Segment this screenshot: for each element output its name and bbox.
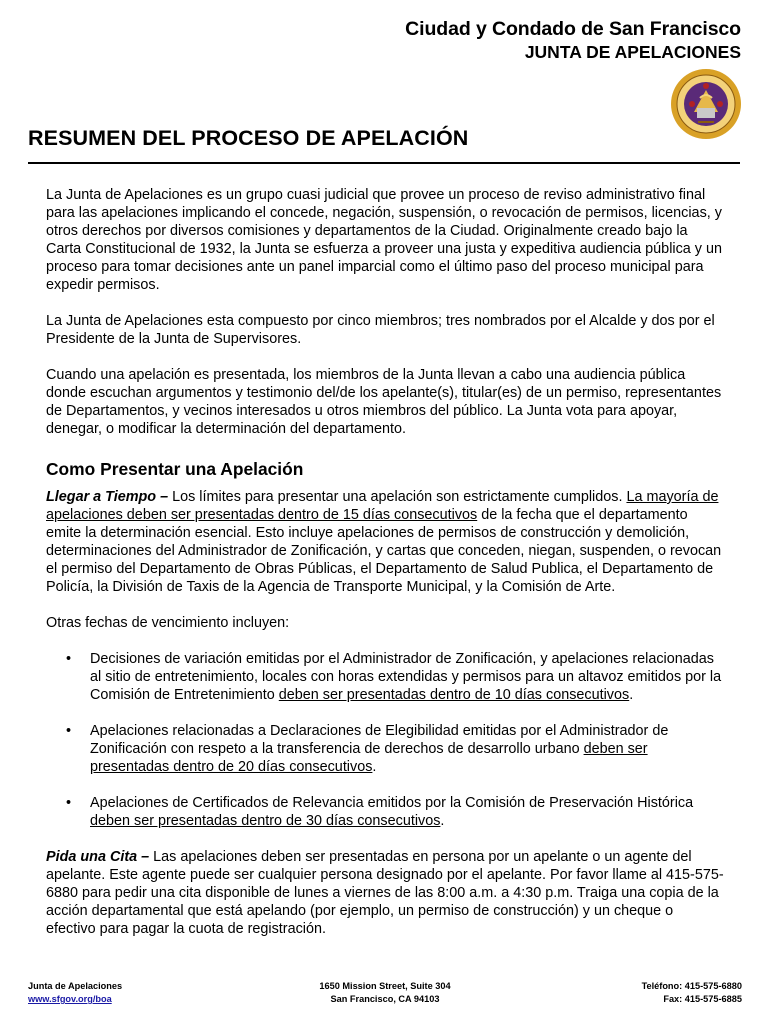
footer-address-line-2: San Francisco, CA 94103 [330, 994, 440, 1004]
time-limit-text-2: de la fecha que el departamento emite la determinación esencial. Esto incluye apelaciones de permisos de construcción y demolición, determinaciones del Administrador de Zonificación, y cartas que conceden, niegan, suspenden, o revocan el permiso del Departamento de Obras Públicas, el Departamento de Salud Publica, el Departamento de Policía, la División de Taxis de la Agencia de Transporte Municipal, y la Comisión de Arte. [46, 507, 722, 595]
appointment-text: Las apelaciones deben ser presentadas en persona por un apelante o un agente del apelante. Este agente puede ser cualquier persona designado por el apelante. Por favor llame al 415-575-6880 para pedir una cita disponible de lunes a viernes de las 8:00 a.m. a 4:30 p.m. Traiga una copia de la acción departamental que está apelando (por ejemplo, un permiso de construcción) y un cheque o efectivo para pagar la cuota de registración. [46, 849, 724, 937]
list-item [46, 722, 726, 776]
intro-paragraph-1: La Junta de Apelaciones es un grupo cuasi judicial que provee un proceso de reviso administrativo final para las apelaciones implicando el concede, negación, suspensión, o revocación de permisos, licencias, y otros derechos por diversos comisiones y departamentos de la Ciudad. Originalmente creado bajo la Carta Constitucional de 1932, la Junta se esfuerza a proveer una justa y expeditiva audiencia pública y un proceso para tomar decisiones ante un panel imparcial como el último paso del proceso municipal para expedir permisos. [46, 187, 722, 293]
time-limit-text-1: Los límites para presentar una apelación son estrictamente cumplidos. [168, 489, 627, 505]
website-link[interactable]: www.sfgov.org/boa [28, 994, 112, 1004]
header-dept: JUNTA DE APELACIONES [524, 42, 741, 62]
list-item-end: . [372, 759, 377, 775]
list-item-deadline: deben ser presentadas dentro de 10 días consecutivos [278, 687, 630, 703]
time-limit-paragraph [46, 488, 726, 596]
page-title: RESUMEN DEL PROCESO DE APELACIÓN [28, 126, 469, 150]
list-item-end: . [440, 813, 445, 829]
footer-center [290, 980, 480, 1006]
other-dates-paragraph: Otras fechas de vencimiento incluyen: [46, 615, 290, 631]
footer-phone: Teléfono: 415-575-6880 [641, 981, 742, 991]
footer-fax: Fax: 415-575-6885 [663, 994, 742, 1004]
section-heading: Como Presentar una Apelación [46, 459, 304, 479]
footer-address-line-1: 1650 Mission Street, Suite 304 [319, 981, 451, 991]
time-limit-lead: Llegar a Tiempo – [46, 489, 169, 505]
list-item-text: Apelaciones de Certificados de Relevancia emitidos por la Comisión de Preservación Histórica [90, 795, 694, 811]
intro-paragraph-3: Cuando una apelación es presentada, los miembros de la Junta llevan a cabo una audiencia pública donde escuchan argumentos y testimonio del/de los apelante(s), titular(es) de un permiso, representantes de Departamentos, y vecinos interesados u otros miembros del público. La Junta vota para apoyar, denegar, o modificar la determinación del departamento. [46, 367, 722, 437]
city-seal-icon [670, 68, 742, 140]
list-item-text: Decisiones de variación emitidas por el Administrador de Zonificación, y apelaciones relacionadas al sitio de entretenimiento, locales con horas extendidas y permisos para un altavoz emitidos por la Comisión de Entretenimiento [90, 651, 722, 703]
deadline-list [46, 650, 726, 830]
bullet-icon: • [66, 651, 72, 667]
list-item-end: . [629, 687, 634, 703]
document-body [46, 186, 726, 938]
intro-paragraph-2: La Junta de Apelaciones esta compuesto por cinco miembros; tres nombrados por el Alcalde y dos por el Presidente de la Junta de Supervisores. [46, 313, 715, 347]
appointment-paragraph [46, 848, 726, 938]
appointment-lead: Pida una Cita – [46, 849, 150, 865]
header-org: Ciudad y Condado de San Francisco [405, 18, 741, 40]
list-item-text: Apelaciones relacionadas a Declaraciones de Elegibilidad emitidas por el Administrador de Zonificación con respeto a la transferencia de derechos de desarrollo urbano [90, 723, 669, 757]
footer-org: Junta de Apelaciones [28, 981, 123, 991]
list-item [46, 650, 726, 704]
title-rule [28, 162, 740, 164]
bullet-icon: • [66, 723, 72, 739]
footer-right [642, 980, 742, 1006]
bullet-icon: • [66, 795, 72, 811]
time-limit-underline: La mayoría de apelaciones deben ser presentadas dentro de 15 días consecutivos [46, 489, 719, 523]
list-item [46, 794, 726, 830]
footer-left [28, 980, 122, 1006]
list-item-deadline: deben ser presentadas dentro de 20 días consecutivos [90, 741, 648, 775]
list-item-deadline: deben ser presentadas dentro de 30 días consecutivos [90, 813, 441, 829]
